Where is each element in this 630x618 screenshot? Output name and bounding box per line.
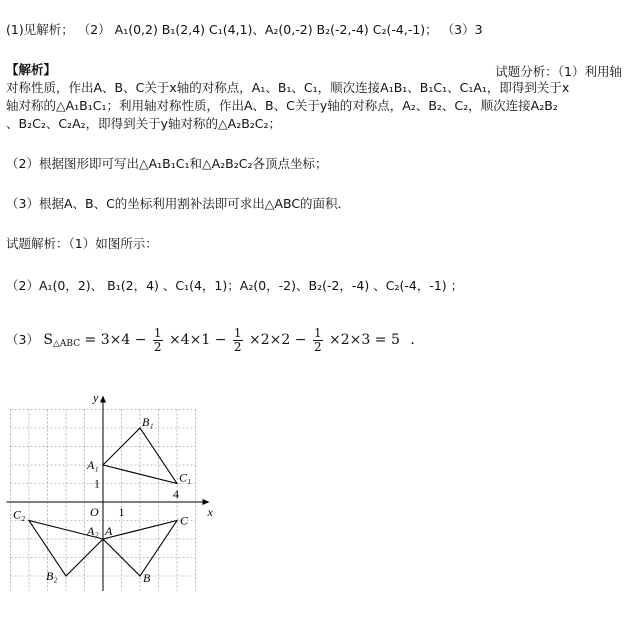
- tick-y-1: 1: [94, 476, 100, 491]
- analysis-line2: 对称性质，作出A、B、C关于x轴的对称点，A₁、B₁、C₁，顺次连接A₁B₁、B₁C₁、C₁A₁，即得到关于x: [6, 80, 570, 95]
- analysis-part2: （2）根据图形即可写出△A₁B₁C₁和△A₂B₂C₂各顶点坐标；: [6, 156, 328, 171]
- formula-prefix: （3）: [6, 332, 39, 347]
- label-a1: A₁: [87, 458, 99, 472]
- answer-part3: （3）3: [441, 22, 483, 37]
- fraction-1-num: 1: [153, 325, 162, 340]
- label-c1: C₁: [179, 470, 192, 485]
- y-axis-arrow: [100, 396, 106, 403]
- formula-t1: ×4×1 −: [169, 332, 227, 348]
- label-b1: B₁: [142, 415, 154, 429]
- analysis-heading: 【解析】: [6, 62, 57, 77]
- fraction-1: [153, 327, 163, 354]
- answer-part2-coords: A₁(0,2) B₁(2,4) C₁(4,1)、A₂(0,-2) B₂(-2,-4) C₂(-4,-1)；: [114, 22, 438, 37]
- x-axis-label: x: [207, 505, 213, 519]
- answer-part2-label: （2）: [77, 22, 111, 37]
- fraction-3-num: 1: [313, 325, 322, 340]
- answer-part1: (1)见解析；: [6, 22, 74, 37]
- analysis-part3: （3）根据A、B、C的坐标利用割补法即可求出△ABC的面积．: [6, 196, 351, 211]
- fraction-1-den: 2: [153, 339, 162, 354]
- label-b2: B₂: [46, 569, 58, 583]
- formula-t3: ×2×3 = 5: [329, 332, 400, 348]
- fraction-2-den: 2: [233, 339, 242, 354]
- fraction-3-den: 2: [313, 339, 322, 354]
- label-a: A: [105, 524, 113, 538]
- label-c2: C₂: [13, 507, 26, 522]
- y-axis-label: y: [93, 390, 99, 405]
- fraction-3: [313, 327, 323, 354]
- formula-end: ．: [410, 332, 425, 348]
- fraction-2: [233, 327, 243, 354]
- formula-s: S: [43, 332, 53, 348]
- analysis-side-label: 试题分析：（1）利用轴: [495, 64, 622, 79]
- fraction-2-num: 1: [233, 325, 242, 340]
- label-b: B: [143, 571, 151, 585]
- solution-coords: （2）A₁(0，2)、 B₁(2，4) 、C₁(4，1)；A₂(0，-2)、B₂(-2，-4) 、C₂(-4，-1) ；: [6, 278, 464, 293]
- figure-labels: [13, 391, 214, 586]
- label-a2: A₂: [87, 524, 99, 538]
- label-c: C: [180, 513, 189, 528]
- triangle-abc: [103, 521, 177, 577]
- tick-x-1: 1: [118, 505, 125, 519]
- analysis-line4: 、B₂C₂、C₂A₂，即得到关于y轴对称的△A₂B₂C₂；: [6, 116, 282, 131]
- solution-heading: 试题解析：（1）如图所示：: [6, 236, 158, 251]
- formula-sub: △ABC: [53, 339, 81, 349]
- answer-line: [6, 22, 483, 38]
- tick-x-4: 4: [173, 487, 179, 501]
- origin-label: O: [90, 505, 99, 519]
- formula-eq1: = 3×4 −: [84, 332, 147, 348]
- coordinate-figure: [6, 376, 221, 591]
- formula-t2: ×2×2 −: [249, 332, 307, 348]
- axes: [7, 396, 210, 592]
- analysis-line3: 轴对称的△A₁B₁C₁；利用轴对称性质，作出A、B、C关于y轴的对称点，A₂、B₂、C₂，顺次连接A₂B₂: [6, 98, 558, 113]
- area-formula: [6, 324, 424, 360]
